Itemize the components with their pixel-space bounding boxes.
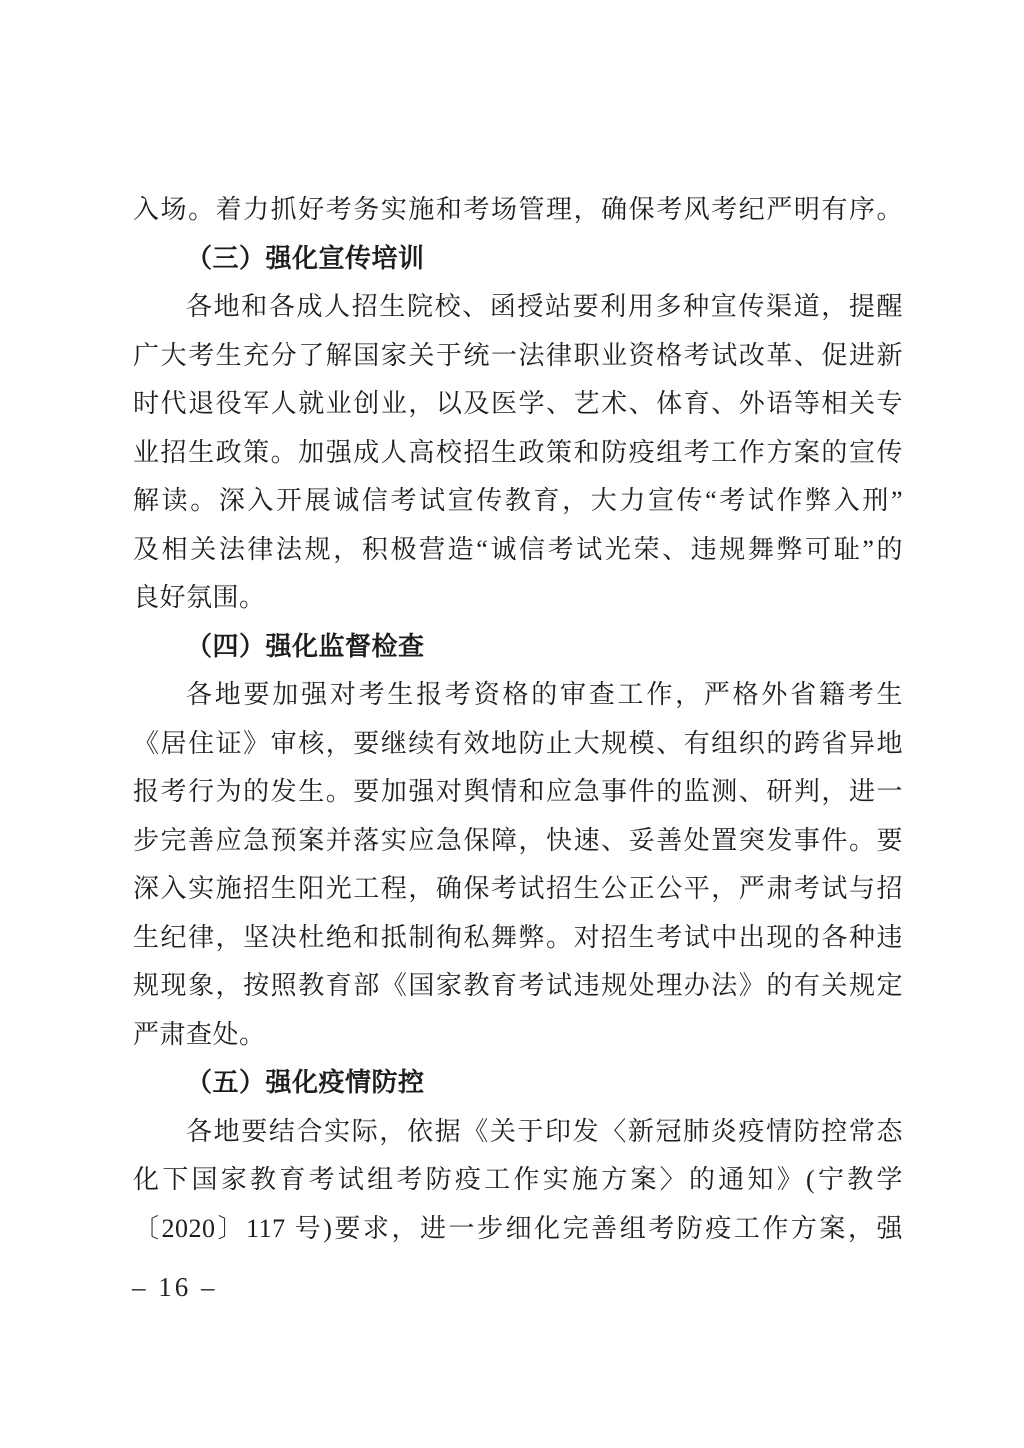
text-line: 及相关法律法规，积极营造“诚信考试光荣、违规舞弊可耻”的 (133, 534, 903, 564)
text-line: 入场。着力抓好考务实施和考场管理，确保考风考纪严明有序。 (133, 195, 903, 224)
text-line: 各地要加强对考生报考资格的审查工作，严格外省籍考生 (186, 680, 903, 709)
text-line: 业招生政策。加强成人高校招生政策和防疫组考工作方案的宣传 (133, 437, 903, 467)
text-line: 严肃查处。 (133, 1019, 266, 1049)
section-heading: （四）强化监督检查 (186, 631, 425, 661)
text-line: 良好氛围。 (133, 583, 266, 612)
text-line: 报考行为的发生。要加强对舆情和应急事件的监测、研判，进一 (133, 777, 903, 806)
text-line: 广大考生充分了解国家关于统一法律职业资格考试改革、促进新 (133, 340, 903, 370)
page-number: – 16 – (132, 1272, 218, 1302)
text-line: 时代退役军人就业创业，以及医学、艺术、体育、外语等相关专 (133, 389, 903, 418)
text-line: 各地和各成人招生院校、函授站要利用多种宣传渠道，提醒 (186, 292, 903, 321)
section-heading: （三）强化宣传培训 (186, 243, 425, 273)
text-line: 各地要结合实际，依据《关于印发〈新冠肺炎疫情防控常态 (186, 1116, 903, 1146)
text-line: 化下国家教育考试组考防疫工作实施方案〉的通知》(宁教学 (133, 1165, 903, 1194)
text-line: 深入实施招生阳光工程，确保考试招生公正公平，严肃考试与招 (133, 874, 903, 903)
text-block (133, 186, 903, 1253)
text-line: 生纪律，坚决杜绝和抵制徇私舞弊。对招生考试中出现的各种违 (133, 922, 903, 952)
text-line: 步完善应急预案并落实应急保障，快速、妥善处置突发事件。要 (133, 825, 903, 855)
text-line: 解读。深入开展诚信考试宣传教育，大力宣传“考试作弊入刑” (133, 486, 903, 515)
section-heading: （五）强化疫情防控 (186, 1068, 425, 1097)
text-line: 〔2020〕117 号)要求，进一步细化完善组考防疫工作方案，强 (133, 1213, 903, 1243)
text-line: 《居住证》审核，要继续有效地防止大规模、有组织的跨省异地 (133, 728, 903, 758)
text-line: 规现象，按照教育部《国家教育考试违规处理办法》的有关规定 (133, 971, 903, 1000)
